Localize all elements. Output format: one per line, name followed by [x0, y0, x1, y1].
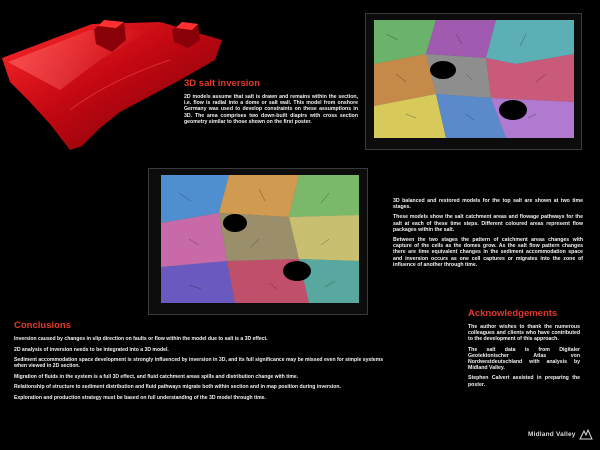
conclusion-item: Sediment accommodation space development is strongly influenced by inversion in 3D, and its full significance may be missed even for simple systems when viewed in 2D section.	[14, 357, 384, 370]
top-salt-flow-map-stage-1	[148, 168, 368, 315]
ack-para-1: The author wishes to thank the numerous colleagues and clients who have contributed to the development of this approach.	[468, 324, 580, 343]
models-para-1: 3D balanced and restored models for the top salt are shown at two time stages.	[393, 198, 583, 211]
conclusions-list	[14, 336, 394, 406]
logo-text: Midland Valley	[528, 430, 576, 438]
acknowledgements-heading: Acknowledgements	[468, 308, 558, 319]
salt-inversion-heading: 3D salt inversion	[184, 78, 261, 89]
conclusion-item: Exploration and production strategy must be based on full understanding of the 3D model through time.	[14, 394, 266, 401]
acknowledgements-body	[468, 324, 580, 388]
conclusion-item: Relationship of structure to sediment distribution and fluid pathways migrate both within section and in map position during inversion.	[14, 384, 341, 391]
conclusion-item: Inversion caused by changes in slip direction on faults or flow within the model due to salt is a 3D effect.	[14, 336, 268, 342]
conclusion-item: Migration of fluids in the system is a full 3D effect, and fluid catchment areas spills and distribution change with time.	[14, 373, 299, 380]
models-para-3: Between the two stages the pattern of catchment areas changes with capture of the cells as the domes grow. As the salt flow pattern changes there are time equivalent changes in the sediment accommodation space and inversion occurs as one cell captures or migrates into the zone of influence of another through time.	[393, 237, 583, 268]
salt-inversion-body: 2D models assume that salt is drawn and remains within the section, i.e. flow is radial into a dome or salt wall. This model from onshore Germany was used to develop constraints on these assumptions in 3D. The area comprises two down-built diapirs with cross section geometry similar to those shown on the first poster.	[184, 94, 358, 125]
midland-valley-logo-icon	[579, 428, 593, 440]
ack-para-2: The salt data is from Digitaler Geotektonischer Atlas von Nordwestdeutschland with analysis by Midland Valley.	[468, 346, 580, 372]
models-para-2: These models show the salt catchment areas and flowage pathways for the salt at each of these time steps. Different coloured areas represent flow packages within the salt.	[393, 214, 583, 233]
conclusions-heading: Conclusions	[14, 320, 72, 331]
models-description	[393, 198, 583, 268]
ack-para-3: Stephen Calvert assisted in preparing the poster.	[468, 375, 580, 388]
midland-valley-logo	[528, 428, 593, 440]
top-salt-flow-map-stage-2	[365, 13, 582, 150]
conclusion-item: 2D analysis of inversion needs to be integrated into a 3D model.	[14, 346, 169, 353]
